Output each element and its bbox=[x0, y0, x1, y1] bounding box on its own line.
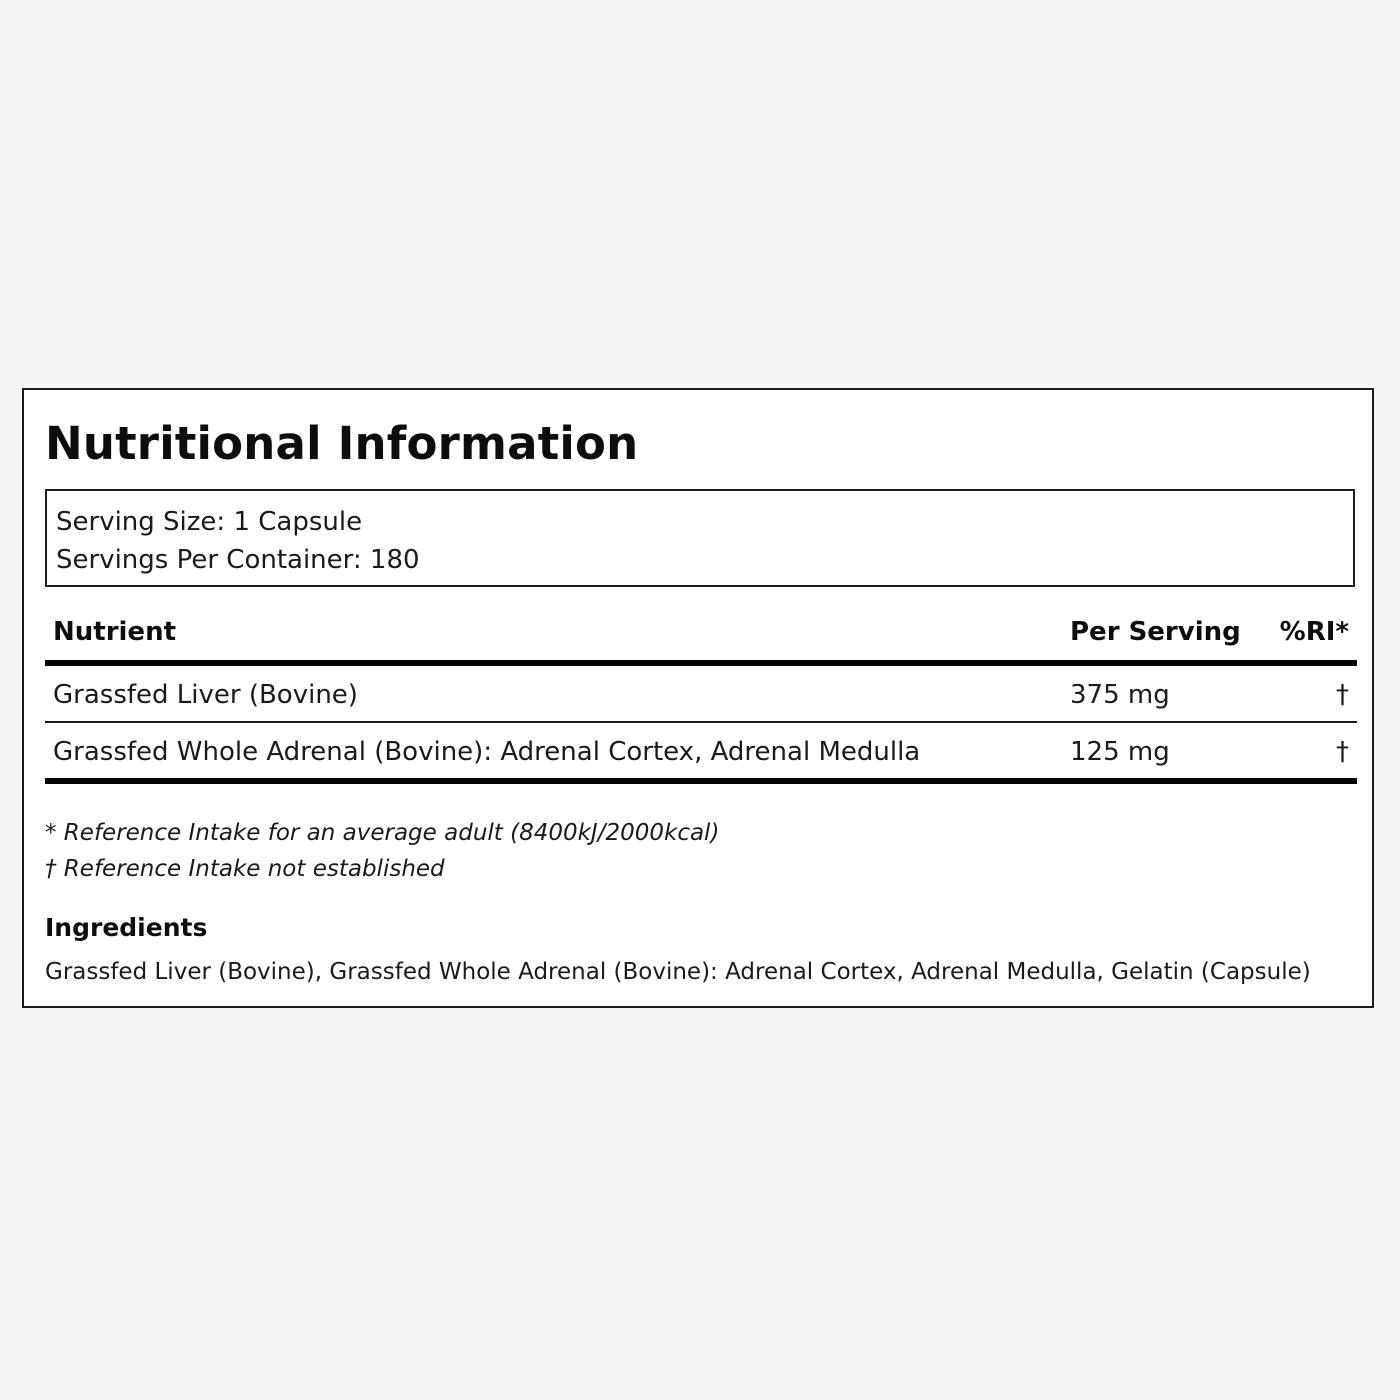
label-title: Nutritional Information bbox=[45, 417, 639, 470]
footnotes bbox=[45, 815, 719, 887]
header-nutrient: Nutrient bbox=[53, 617, 177, 647]
servings-per-container: Servings Per Container: 180 bbox=[56, 545, 420, 575]
footnote-ri-reference: * Reference Intake for an average adult (8400kJ/2000kcal) bbox=[45, 820, 720, 846]
nutrition-label bbox=[22, 388, 1374, 1008]
nutrient-amount: 375 mg bbox=[1070, 680, 1170, 710]
ingredients-text: Grassfed Liver (Bovine), Grassfed Whole Adrenal (Bovine): Adrenal Cortex, Adrenal Medulla, Gelatin (Capsule) bbox=[45, 959, 1311, 985]
table-header bbox=[45, 610, 1357, 666]
table-row bbox=[45, 666, 1357, 723]
nutrient-ri: † bbox=[1336, 680, 1349, 710]
header-ri: %RI* bbox=[1279, 617, 1349, 647]
serving-info-box bbox=[45, 489, 1355, 587]
serving-size: Serving Size: 1 Capsule bbox=[56, 507, 363, 537]
nutrient-ri: † bbox=[1336, 737, 1349, 767]
nutrient-name: Grassfed Whole Adrenal (Bovine): Adrenal Cortex, Adrenal Medulla bbox=[53, 737, 921, 767]
ingredients-heading: Ingredients bbox=[45, 913, 208, 942]
footnote-ri-not-established: † Reference Intake not established bbox=[45, 856, 445, 882]
header-per-serving: Per Serving bbox=[1070, 617, 1241, 647]
nutrient-name: Grassfed Liver (Bovine) bbox=[53, 680, 358, 710]
table-row bbox=[45, 723, 1357, 784]
nutrient-amount: 125 mg bbox=[1070, 737, 1170, 767]
nutrient-table bbox=[45, 610, 1357, 784]
